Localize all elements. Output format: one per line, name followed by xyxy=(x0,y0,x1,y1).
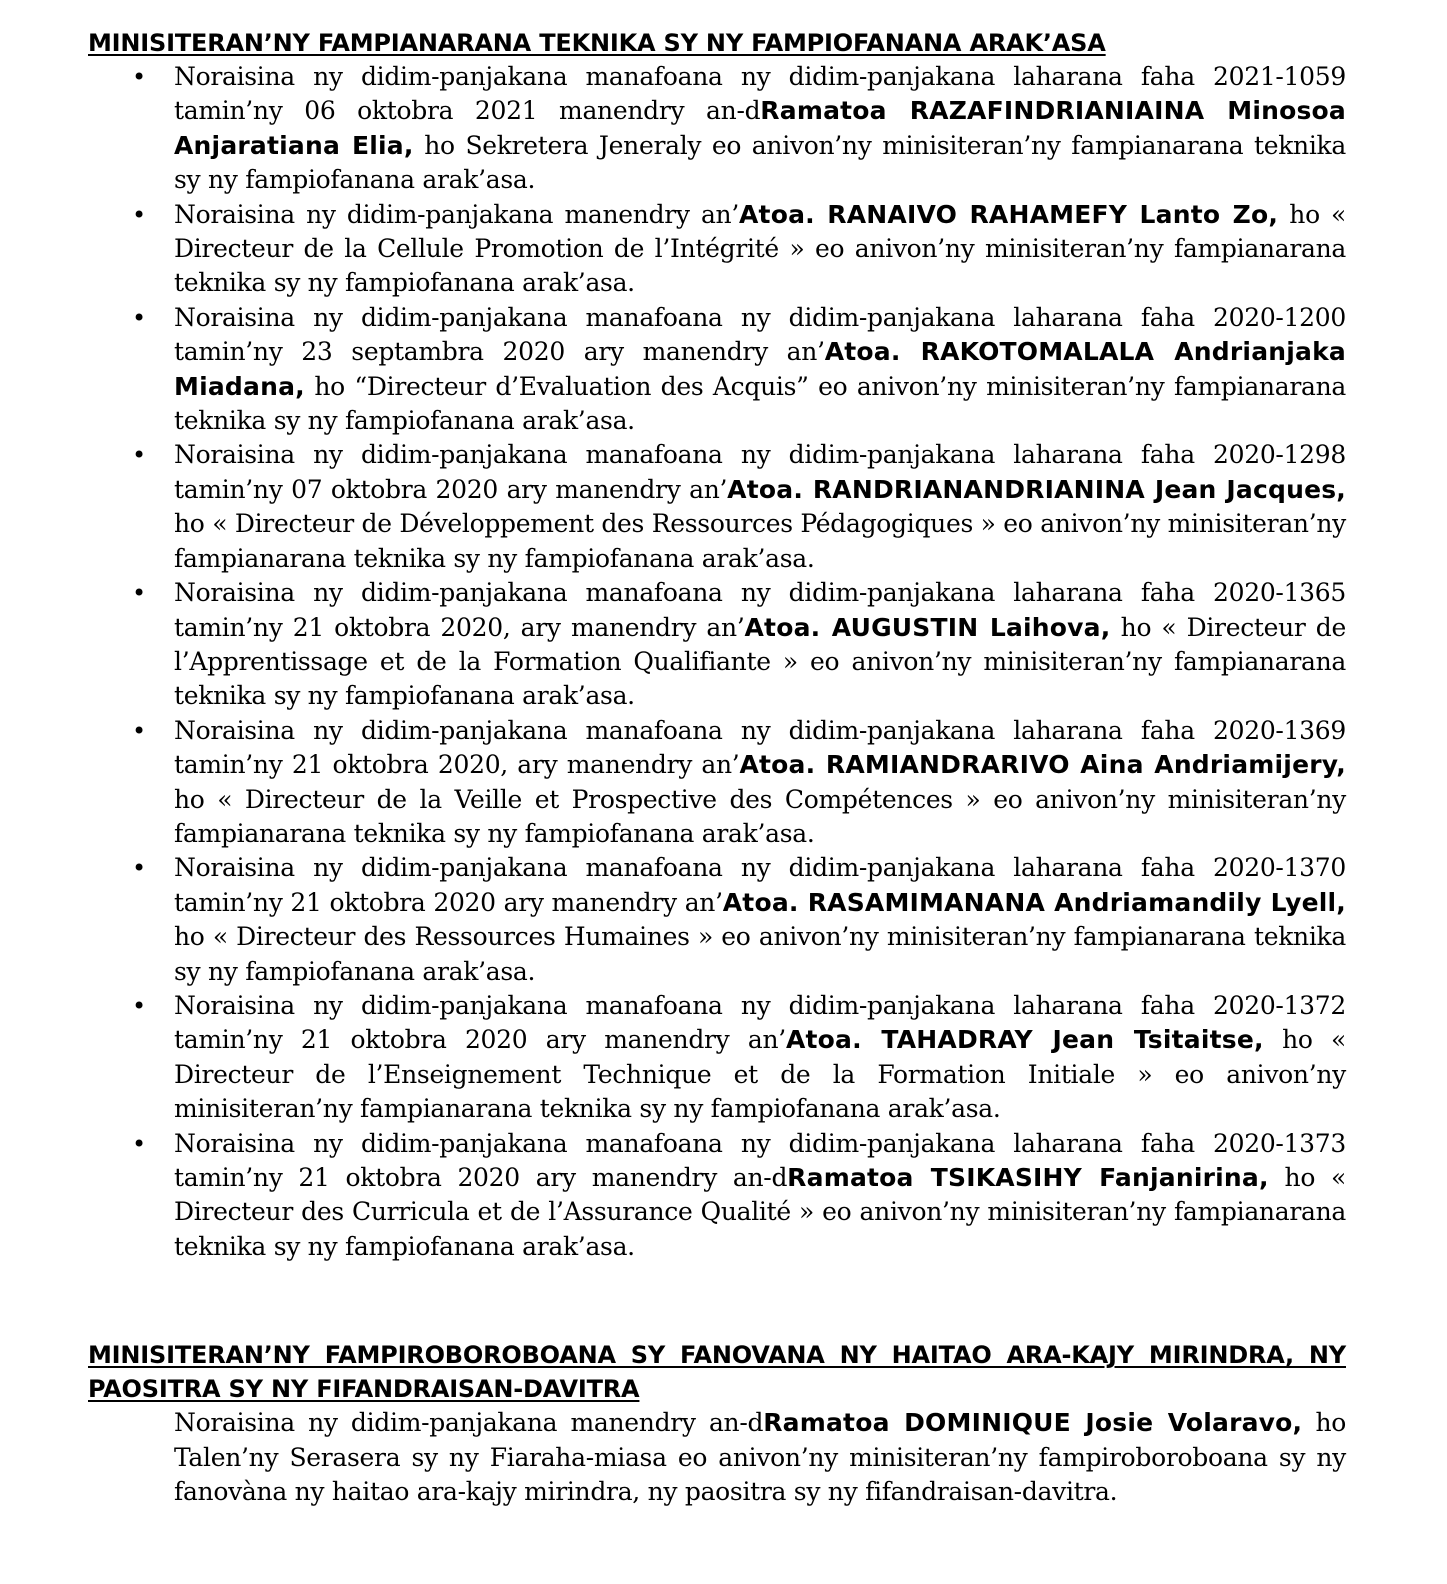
bullet-icon: • xyxy=(132,991,146,1020)
item-text: ho Sekretera Jeneraly eo anivon’ny minisiteran’ny fampianarana teknika sy ny fampiofanana arak’asa. xyxy=(174,130,1347,195)
appointee-name: Ramatoa RAZAFINDRIANIAINA Minosoa Anjaratiana Elia, xyxy=(174,96,1346,160)
bullet-icon: • xyxy=(132,441,146,470)
document-page xyxy=(88,26,1346,1509)
section-heading-digital-transformation: MINISITERAN’NY FAMPIROBOROBOANA SY FANOVANA NY HAITAO ARA-KAJY MIRINDRA, NY PAOSITRA SY NY FIFANDRAISAN-DAVITRA xyxy=(88,1341,1346,1404)
item-text: ho « Directeur de la Veille et Prospective des Compétences » eo anivon’ny minisiteran’ny fampianarana teknika sy ny fampiofanana arak’asa. xyxy=(174,784,1346,848)
appointee-name: Atoa. RAMIANDRARIVO Aina Andriamijery, xyxy=(739,750,1347,780)
list-item xyxy=(88,198,1346,301)
item-text: ho « Directeur de Développement des Ressources Pédagogiques » eo anivon’ny minisiteran’ny fampianarana teknika sy ny fampiofanana arak’asa. xyxy=(174,509,1346,573)
list-item xyxy=(88,301,1346,439)
appointee-name: Atoa. RASAMIMANANA Andriamandily Lyell, xyxy=(722,887,1346,917)
list-item xyxy=(88,576,1346,714)
item-text: Noraisina ny didim-panjakana manafoana ny didim-panjakana laharana faha 2020-1372 tamin’ny 21 oktobra 2020 ary manendry an’ xyxy=(174,990,1346,1055)
appointment-paragraph xyxy=(88,1406,1346,1509)
list-item xyxy=(88,851,1346,989)
item-text: Noraisina ny didim-panjakana manendry an’ xyxy=(174,199,739,229)
appointment-list xyxy=(88,60,1346,1264)
list-item xyxy=(88,1127,1346,1265)
bullet-icon: • xyxy=(132,579,146,608)
appointee-name: Atoa. AUGUSTIN Laihova, xyxy=(744,612,1111,642)
item-text: Noraisina ny didim-panjakana manafoana ny didim-panjakana laharana faha 2020-1370 tamin’ny 21 oktobra 2020 ary manendry an’ xyxy=(174,853,1346,917)
bullet-icon: • xyxy=(132,63,146,91)
item-text: ho « Directeur de l’Apprentissage et de la Formation Qualifiante » eo anivon’ny minisiteran’ny fampianarana teknika sy ny fampiofanana arak’asa. xyxy=(174,612,1346,711)
item-text: Noraisina ny didim-panjakana manafoana ny didim-panjakana laharana faha 2020-1369 tamin’ny 21 oktobra 2020, ary manendry an’ xyxy=(174,715,1346,780)
item-text: Noraisina ny didim-panjakana manafoana ny didim-panjakana laharana faha 2021-1059 tamin’ny 06 oktobra 2021 manendry an-d xyxy=(174,62,1346,126)
list-item xyxy=(88,714,1346,852)
list-item xyxy=(88,438,1346,576)
section-spacer xyxy=(88,1264,1346,1338)
item-text: ho « Directeur des Ressources Humaines » eo anivon’ny minisiteran’ny fampianarana teknika sy ny fampiofanana arak’asa. xyxy=(174,922,1346,986)
appointee-name: Atoa. RANAIVO RAHAMEFY Lanto Zo, xyxy=(739,199,1279,229)
item-text: Noraisina ny didim-panjakana manendry an-d xyxy=(174,1408,764,1438)
item-text: Noraisina ny didim-panjakana manafoana ny didim-panjakana laharana faha 2020-1365 tamin’ny 21 oktobra 2020, ary manendry an’ xyxy=(174,578,1346,642)
bullet-icon: • xyxy=(132,716,146,745)
appointee-name: Ramatoa TSIKASIHY Fanjanirina, xyxy=(787,1163,1269,1192)
appointee-name: Atoa. RAKOTOMALALA Andrianjaka Miadana, xyxy=(174,337,1346,401)
bullet-icon: • xyxy=(132,854,146,883)
item-text: ho Talen’ny Serasera sy ny Fiaraha-miasa eo anivon’ny minisiteran’ny fampiroboroboana sy ny fanovàna ny haitao ara-kajy mirindra, ny paositra sy ny fifandraisan-davitra. xyxy=(174,1408,1347,1507)
item-text: ho « Directeur de l’Enseignement Technique et de la Formation Initiale » eo anivon’ny minisiteran’ny fampianarana teknika sy ny fampiofanana arak’asa. xyxy=(174,1025,1347,1124)
item-text: Noraisina ny didim-panjakana manafoana ny didim-panjakana laharana faha 2020-1200 tamin’ny 23 septambra 2020 ary manendry an’ xyxy=(174,302,1346,367)
list-item xyxy=(88,989,1346,1127)
item-text: ho « Directeur de la Cellule Promotion de l’Intégrité » eo anivon’ny minisiteran’ny fampianarana teknika sy ny fampiofanana arak’asa. xyxy=(174,199,1346,298)
item-text: Noraisina ny didim-panjakana manafoana ny didim-panjakana laharana faha 2020-1298 tamin’ny 07 oktobra 2020 ary manendry an’ xyxy=(174,440,1346,504)
item-text: ho « Directeur des Curricula et de l’Assurance Qualité » eo anivon’ny minisiteran’ny fampianarana teknika sy ny fampiofanana arak’asa. xyxy=(174,1163,1346,1261)
section-heading-technical-education: MINISITERAN’NY FAMPIANARANA TEKNIKA SY NY FAMPIOFANANA ARAK’ASA xyxy=(88,29,1106,57)
bullet-icon: • xyxy=(132,200,146,229)
list-item xyxy=(88,60,1346,198)
appointee-name: Ramatoa DOMINIQUE Josie Volaravo, xyxy=(763,1408,1303,1438)
bullet-icon: • xyxy=(132,303,146,332)
bullet-icon: • xyxy=(132,1129,146,1158)
item-text: Noraisina ny didim-panjakana manafoana ny didim-panjakana laharana faha 2020-1373 tamin’ny 21 oktobra 2020 ary manendry an-d xyxy=(174,1128,1346,1192)
appointee-name: Atoa. TAHADRAY Jean Tsitaitse, xyxy=(785,1025,1264,1055)
item-text: ho “Directeur d’Evaluation des Acquis” eo anivon’ny minisiteran’ny fampianarana teknika sy ny fampiofanana arak’asa. xyxy=(174,371,1346,436)
appointee-name: Atoa. RANDRIANANDRIANINA Jean Jacques, xyxy=(727,474,1347,504)
